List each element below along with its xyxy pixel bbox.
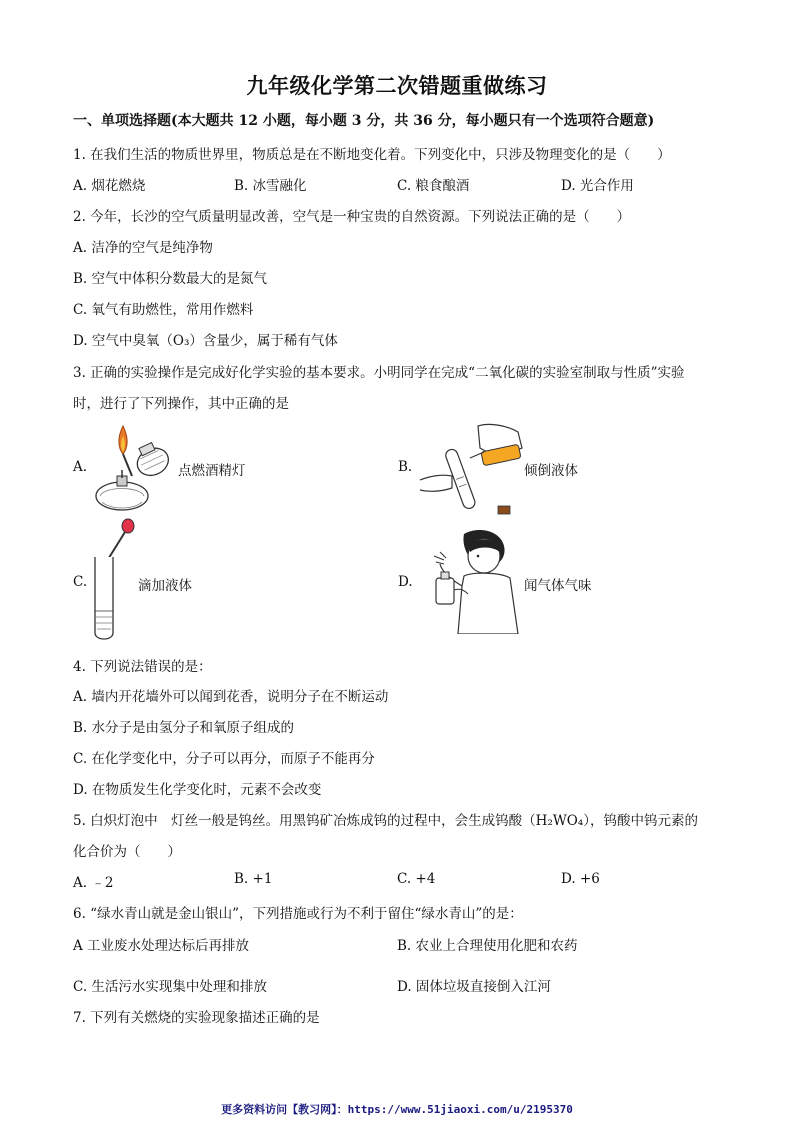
q4-option-b: B. 水分子是由氢分子和氧原子组成的 — [73, 720, 295, 736]
q5-option-c: C. +4 — [397, 871, 436, 887]
pouring-liquid-icon — [418, 418, 528, 518]
q6-option-a: A 工业废水处理达标后再排放 — [73, 938, 250, 954]
q3-option-d-letter: D. — [398, 574, 413, 590]
question-3-stem-line2: 时，进行了下列操作，其中正确的是 — [73, 396, 289, 412]
q3-option-d-label: 闻气体气味 — [524, 578, 592, 594]
q1-option-b: B. 冰雪融化 — [234, 178, 307, 194]
question-1-stem: 1. 在我们生活的物质世界里，物质总是在不断地变化着。下列变化中，只涉及物理变化的是（ ） — [73, 147, 671, 163]
dropper-test-tube-icon — [90, 517, 140, 645]
q6-option-c: C. 生活污水实现集中处理和排放 — [73, 979, 267, 995]
q6-option-b: B. 农业上合理使用化肥和农药 — [397, 938, 578, 954]
q6-option-d: D. 固体垃圾直接倒入江河 — [397, 979, 551, 995]
q3-option-c-label: 滴加液体 — [138, 578, 192, 594]
boy-smelling-gas-icon — [422, 526, 522, 634]
q4-option-c: C. 在化学变化中，分子可以再分，而原子不能再分 — [73, 751, 375, 767]
q4-option-d: D. 在物质发生化学变化时，元素不会改变 — [73, 782, 322, 798]
q2-option-d: D. 空气中臭氧（O₃）含量少，属于稀有气体 — [73, 333, 338, 349]
question-4-stem: 4. 下列说法错误的是： — [73, 659, 212, 675]
q3-option-b-letter: B. — [398, 459, 413, 475]
alcohol-lamp-icon — [90, 420, 180, 515]
question-5-stem-line1: 5. 白炽灯泡中 灯丝一般是钨丝。用黑钨矿冶炼成钨的过程中，会生成钨酸（H₂WO₄），钨酸中钨元素的 — [73, 813, 698, 829]
q1-option-c: C. 粮食酿酒 — [397, 178, 470, 194]
question-7-stem: 7. 下列有关燃烧的实验现象描述正确的是 — [73, 1010, 320, 1026]
q2-option-c: C. 氧气有助燃性，常用作燃料 — [73, 302, 254, 318]
q1-option-a: A. 烟花燃烧 — [73, 178, 146, 194]
footer-link[interactable]: 更多资料访问【教习网】：https://www.51jiaoxi.com/u/2195370 — [221, 1103, 573, 1116]
question-3-stem-line1: 3. 正确的实验操作是完成好化学实验的基本要求。小明同学在完成“二氧化碳的实验室制取与性质”实验 — [73, 365, 685, 381]
question-5-stem-line2: 化合价为（ ） — [73, 844, 181, 860]
q2-option-b: B. 空气中体积分数最大的是氮气 — [73, 271, 268, 287]
question-2-stem: 2. 今年，长沙的空气质量明显改善，空气是一种宝贵的自然资源。下列说法正确的是（ ） — [73, 209, 631, 225]
q4-option-a: A. 墙内开花墙外可以闻到花香，说明分子在不断运动 — [73, 689, 389, 705]
page-title: 九年级化学第二次错题重做练习 — [246, 73, 548, 98]
q5-option-d: D. +6 — [561, 871, 600, 887]
q3-option-a-letter: A. — [73, 459, 88, 475]
q3-option-a-label: 点燃酒精灯 — [178, 463, 246, 479]
q5-option-a: A. ﹣2 — [73, 875, 114, 891]
q3-option-b-label: 倾倒液体 — [524, 463, 578, 479]
q1-option-d: D. 光合作用 — [561, 178, 634, 194]
q5-option-b: B. +1 — [234, 871, 273, 887]
section-heading: 一、单项选择题(本大题共 12 小题，每小题 3 分，共 36 分，每小题只有一个选项符合题意) — [73, 113, 655, 129]
q2-option-a: A. 洁净的空气是纯净物 — [73, 240, 213, 256]
question-6-stem: 6. “绿水青山就是金山银山”，下列措施或行为不利于留住“绿水青山”的是： — [73, 906, 523, 922]
q3-option-c-letter: C. — [73, 574, 88, 590]
